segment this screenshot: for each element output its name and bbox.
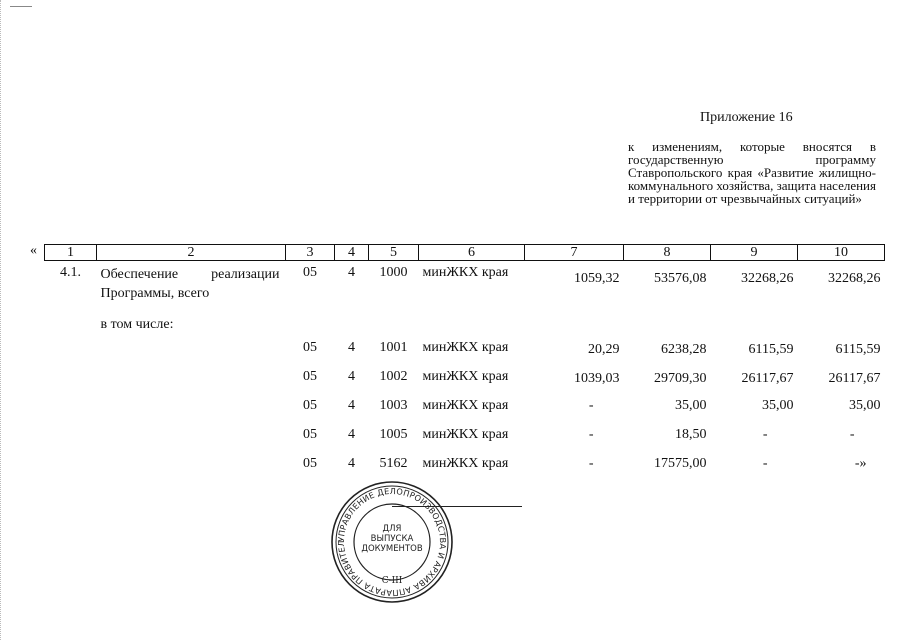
cell-c5: 1005: [379, 426, 408, 442]
header-cell: 1: [45, 245, 97, 261]
row-name: Обеспечение реализации Программы, всего: [100, 267, 280, 301]
cell-c3: 05: [303, 397, 317, 413]
cell-c8: 17575,00: [654, 455, 707, 471]
header-cell: 10: [798, 245, 885, 261]
header-cell: 2: [97, 245, 286, 261]
cell-c10: 6115,59: [835, 341, 881, 357]
cell-c3: 05: [303, 368, 317, 384]
cell-c5: 1003: [379, 397, 408, 413]
appendix-title: Приложение 16: [700, 110, 793, 125]
header-cell: 7: [525, 245, 624, 261]
cell-c4: 4: [348, 339, 355, 355]
cell-c4: 4: [348, 368, 355, 384]
cell-c5: 5162: [379, 455, 408, 471]
cell-c7: -: [588, 426, 594, 442]
cell-c5: 1000: [379, 265, 408, 280]
cell-c3: 05: [303, 339, 317, 355]
cell-c10: 32268,26: [828, 271, 881, 286]
cell-c6: минЖКХ края: [422, 265, 509, 280]
table-row-including: [45, 317, 885, 337]
table-header-row: [45, 245, 885, 261]
cell-c8: 29709,30: [654, 370, 707, 386]
table-row: [45, 424, 885, 453]
cell-c8: 35,00: [675, 397, 707, 413]
header-cell: 6: [419, 245, 525, 261]
header-cell: 4: [335, 245, 369, 261]
table-row-main: [45, 261, 885, 317]
cell-c9: -: [762, 426, 768, 442]
cell-c9: 26117,67: [741, 370, 794, 386]
cell-c5: 1002: [379, 368, 408, 384]
page-corner-dash: [10, 6, 32, 7]
opening-quote: «: [30, 243, 37, 258]
cell-c6: минЖКХ края: [422, 397, 509, 413]
cell-c8: 53576,08: [654, 271, 707, 286]
program-table: [44, 244, 885, 482]
cell-c9: 6115,59: [748, 341, 794, 357]
table-row: [45, 395, 885, 424]
row-number: 4.1.: [60, 265, 81, 280]
cell-c4: 4: [348, 455, 355, 471]
stamp-code: С-III: [381, 576, 403, 586]
stamp-seal-icon: [330, 480, 454, 604]
cell-c7: -: [588, 455, 594, 471]
cell-c4: 4: [348, 397, 355, 413]
cell-c7: 20,29: [588, 341, 620, 357]
header-cell: 3: [286, 245, 335, 261]
cell-c10: -: [849, 426, 855, 442]
cell-c3: 05: [303, 426, 317, 442]
cell-c3: 05: [303, 455, 317, 471]
cell-c9: 32268,26: [741, 271, 794, 286]
header-cell: 8: [624, 245, 711, 261]
cell-c8: 6238,28: [661, 341, 707, 357]
cell-c3: 05: [303, 265, 317, 280]
cell-c6: минЖКХ края: [422, 368, 509, 384]
cell-c4: 4: [348, 265, 355, 280]
cell-c10: -»: [854, 455, 867, 471]
cell-c6: минЖКХ края: [422, 426, 509, 442]
table-row: [45, 453, 885, 482]
cell-c6: минЖКХ края: [422, 455, 509, 471]
stamp-outer-text: УПРАВЛЕНИЕ ДЕЛОПРОИЗВОДСТВА И АРХИВА АППАРАТА ПРАВИТЕЛ: [335, 485, 449, 599]
cell-c10: 26117,67: [828, 370, 881, 386]
cell-c6: минЖКХ края: [422, 339, 509, 355]
header-cell: 9: [711, 245, 798, 261]
cell-c7: 1039,03: [574, 370, 620, 386]
cell-c9: -: [762, 455, 768, 471]
cell-c4: 4: [348, 426, 355, 442]
including-label: в том числе:: [100, 316, 174, 332]
cell-c9: 35,00: [762, 397, 794, 413]
cell-c7: 1059,32: [574, 271, 620, 286]
header-cell: 5: [369, 245, 419, 261]
cell-c5: 1001: [379, 339, 408, 355]
cell-c10: 35,00: [849, 397, 881, 413]
stamp-center-text: ДЛЯ ВЫПУСКА ДОКУМЕНТОВ: [361, 524, 423, 554]
table-row: [45, 337, 885, 366]
page-edge-marks: [0, 0, 2, 640]
official-stamp: [330, 480, 454, 604]
table-row: [45, 366, 885, 395]
appendix-description: к изменениям, которые вносятся в государственную программу Ставропольского края «Развитие жилищно-коммунального хозяйства, защита населения и территории от чрезвычайных ситуаций»: [628, 139, 876, 206]
cell-c7: -: [588, 397, 594, 413]
cell-c8: 18,50: [675, 426, 707, 442]
